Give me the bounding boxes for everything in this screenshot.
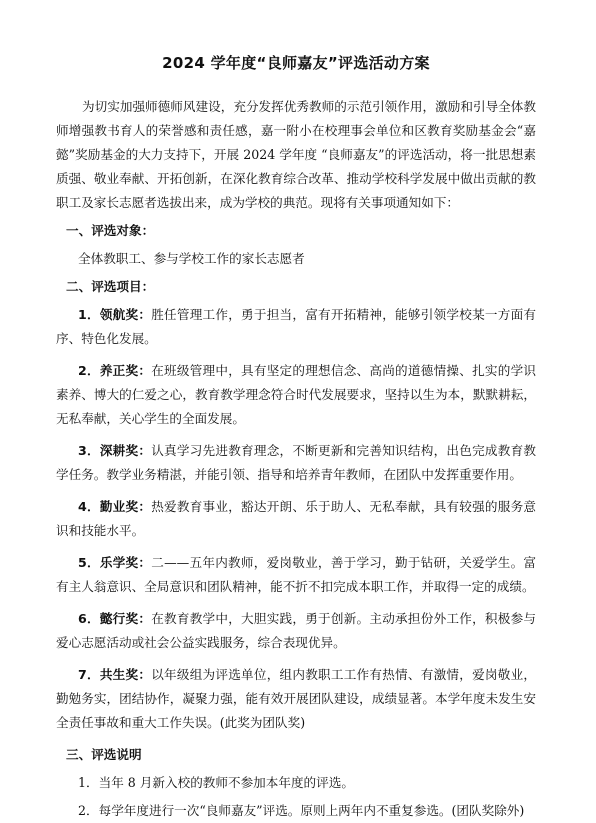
award-item-leXue: [56, 551, 536, 599]
note-item: 2．每学年度进行一次“良师嘉友”评选。原则上两年内不重复参选。(团队奖除外): [78, 803, 525, 818]
award-item-shenGeng: [56, 439, 536, 487]
award-desc: 热爱教育事业，豁达开朗、乐于助人、无私奉献，具有较强的服务意识和技能水平。: [56, 499, 537, 538]
award-name: 7．共生奖：: [78, 667, 152, 682]
section-heading-awards: 二、评选项目：: [66, 279, 155, 294]
intro-paragraph: 为切实加强师德师风建设，充分发挥优秀教师的示范引领作用，激励和引导全体教师增强教书育人的荣誉感和责任感，嘉一附小在校理事会单位和区教育奖励基金会“嘉懿”奖励基金的大力支持下，开展 2024 学年度 “良师嘉友”的评选活动，将一批思想素质强、敬业奉献、开拓创新，在深化教育综合改革、推动学校科学发展中做出贡献的教职工及家长志愿者选拔出来，成为学校的典范。现将有关事项通知如下：: [56, 99, 536, 210]
section-heading-notes: 三、评选说明: [66, 747, 142, 762]
award-item-yiXing: [56, 607, 536, 655]
note-item: 1．当年 8 月新入校的教师不参加本年度的评选。: [78, 775, 354, 790]
award-name: 1．领航奖：: [78, 307, 152, 322]
award-name: 2．养正奖：: [78, 363, 152, 378]
award-name: 3．深耕奖：: [78, 443, 152, 458]
award-item-yangZheng: [56, 359, 536, 431]
award-desc: 认真学习先进教育理念，不断更新和完善知识结构，出色完成教育教学任务。教学业务精湛，并能引领、指导和培养青年教师，在团队中发挥重要作用。: [56, 443, 537, 482]
section-heading-targets: 一、评选对象：: [66, 223, 155, 238]
award-item-lingHang: [56, 303, 536, 351]
award-name: 5．乐学奖：: [78, 555, 152, 570]
award-desc: 在班级管理中，具有坚定的理想信念、高尚的道德情操、扎实的学识素养、博大的仁爱之心，教育教学理念符合时代发展要求，坚持以生为本，默默耕耘，无私奉献，关心学生的全面发展。: [56, 363, 537, 426]
award-desc: 二——五年内教师，爱岗敬业，善于学习，勤于钻研，关爱学生。富有主人翁意识、全局意识和团队精神，能不折不扣完成本职工作，并取得一定的成绩。: [56, 555, 537, 594]
award-desc: 胜任管理工作，勇于担当，富有开拓精神，能够引领学校某一方面有序、特色化发展。: [56, 307, 537, 346]
award-name: 6．懿行奖：: [78, 611, 152, 626]
award-desc: 在教育教学中，大胆实践，勇于创新。主动承担份外工作，积极参与爱心志愿活动或社会公益实践服务，综合表现优异。: [56, 611, 537, 650]
award-name: 4．勤业奖：: [78, 499, 152, 514]
award-item-gongSheng: [56, 663, 536, 735]
document-title: 2024 学年度“良师嘉友”评选活动方案: [162, 54, 430, 72]
targets-text: 全体教职工、参与学校工作的家长志愿者: [78, 251, 305, 266]
award-desc: 以年级组为评选单位，组内教职工工作有热情、有激情，爱岗敬业，勤勉务实，团结协作，凝聚力强，能有效开展团队建设，成绩显著。本学年度未发生安全责任事故和重大工作失误。(此奖为团队奖): [56, 667, 537, 730]
award-item-qinYe: [56, 495, 536, 543]
